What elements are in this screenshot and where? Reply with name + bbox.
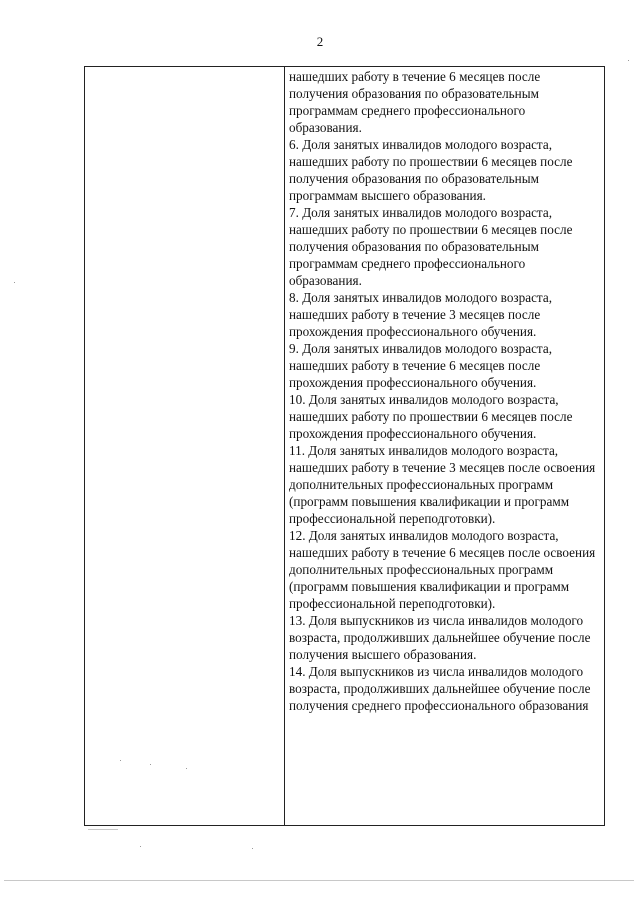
- scan-streak: [88, 829, 118, 830]
- scan-streak: [4, 880, 634, 881]
- indicator-14: 14. Доля выпускников из числа инвалидов молодого возраста, продолживших дальнейшее обучение после получения среднего профессионального образования: [289, 664, 591, 713]
- indicator-11: 11. Доля занятых инвалидов молодого возраста, нашедших работу в течение 3 месяцев после освоения дополнительных профессиональных программ (программ повышения квалификации и программ профессиональной переподготовки).: [289, 443, 596, 526]
- right-cell: [285, 67, 605, 826]
- indicator-table: [84, 66, 605, 826]
- scan-speck: [120, 760, 121, 761]
- left-cell-text: [85, 67, 284, 68]
- page-number: 2: [316, 34, 324, 49]
- table-row: [85, 67, 605, 826]
- left-cell: [85, 67, 285, 826]
- scan-speck: [14, 282, 15, 283]
- indicator-6: 6. Доля занятых инвалидов молодого возраста, нашедших работу по прошествии 6 месяцев после получения образования по образовательным программам высшего образования.: [289, 137, 573, 203]
- scan-speck: [150, 764, 151, 765]
- indicator-9: 9. Доля занятых инвалидов молодого возраста, нашедших работу в течение 6 месяцев после прохождения профессионального обучения.: [289, 341, 552, 390]
- indicator-8: 8. Доля занятых инвалидов молодого возраста, нашедших работу в течение 3 месяцев после прохождения профессионального обучения.: [289, 290, 552, 339]
- scan-speck: [628, 60, 629, 61]
- indicator-12: 12. Доля занятых инвалидов молодого возраста, нашедших работу в течение 6 месяцев после освоения дополнительных профессиональных программ (программ повышения квалификации и программ профессиональной переподготовки).: [289, 528, 596, 611]
- indicator-10: 10. Доля занятых инвалидов молодого возраста, нашедших работу по прошествии 6 месяцев после прохождения профессионального обучения.: [289, 392, 573, 441]
- indicator-continuation: нашедших работу в течение 6 месяцев после получения образования по образовательным программам среднего профессионального образования.: [289, 69, 541, 135]
- scan-speck: [252, 848, 253, 849]
- indicator-list: [285, 67, 604, 714]
- indicator-13: 13. Доля выпускников из числа инвалидов молодого возраста, продолживших дальнейшее обучение после получения высшего образования.: [289, 613, 591, 662]
- scan-speck: [140, 846, 141, 847]
- scan-speck: [186, 768, 187, 769]
- indicator-7: 7. Доля занятых инвалидов молодого возраста, нашедших работу по прошествии 6 месяцев после получения образования по образовательным программам среднего профессионального образования.: [289, 205, 573, 288]
